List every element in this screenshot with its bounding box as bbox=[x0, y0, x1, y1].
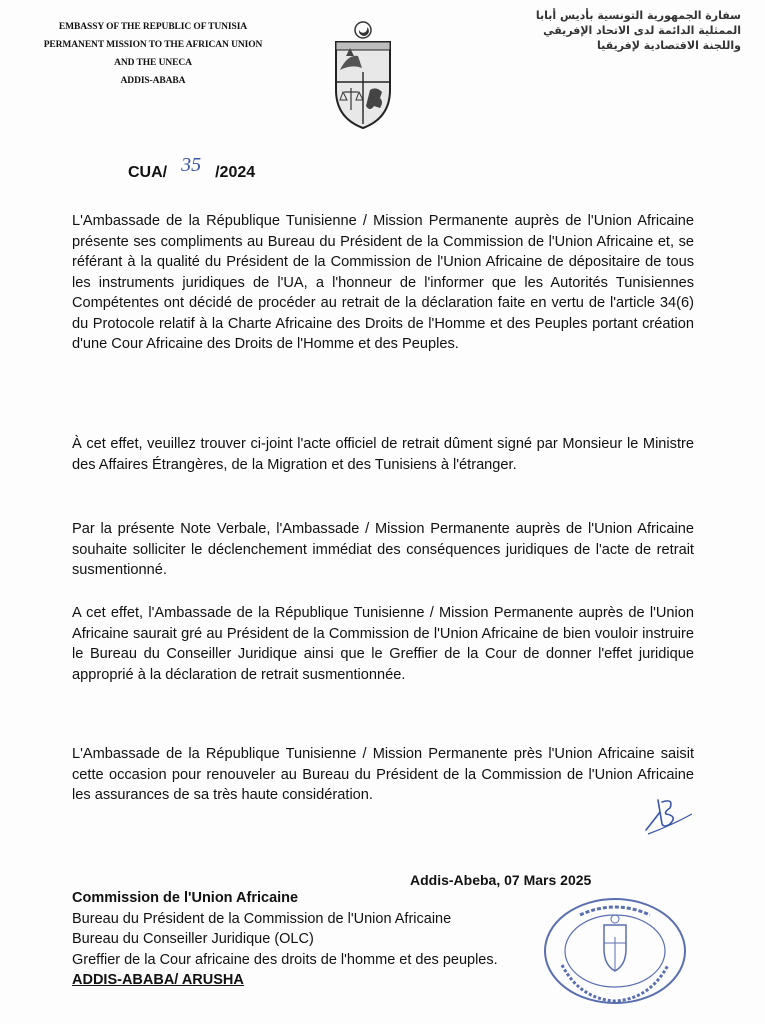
embassy-stamp bbox=[540, 895, 690, 1007]
letterhead-arabic bbox=[511, 8, 741, 53]
letterhead-line: PERMANENT MISSION TO THE AFRICAN UNION bbox=[43, 40, 263, 50]
letterhead-line: واللجنة الاقتصادية لإفريقيا bbox=[597, 39, 741, 52]
letterhead-line: EMBASSY OF THE REPUBLIC OF TUNISIA bbox=[58, 22, 248, 32]
addressee-block bbox=[72, 888, 592, 991]
body-paragraph-4: A cet effet, l'Ambassade de la République Tunisienne / Mission Permanente auprès de l'Union Africaine saurait gré au Président de la Commission de l'Union Africaine de bien vouloir instruire le Bureau du Conseiller Juridique ainsi que le Greffier de la Cour de donner l'effet juridique approprié à la déclaration de retrait susmentionnée. bbox=[72, 605, 694, 683]
letterhead-english bbox=[22, 18, 284, 90]
letterhead-line: الممثلية الدائمة لدى الاتحاد الإفريقي bbox=[543, 24, 741, 37]
reference-prefix: CUA/ bbox=[128, 164, 168, 181]
reference-number bbox=[128, 154, 256, 183]
handwritten-initials-icon bbox=[640, 790, 700, 840]
body-paragraph-3: Par la présente Note Verbale, l'Ambassade / Mission Permanente auprès de l'Union Africaine souhaite solliciter le déclenchement immédiat des conséquences juridiques de l'acte de retrait susmentionné. bbox=[72, 521, 694, 578]
body-paragraph-1: L'Ambassade de la République Tunisienne / Mission Permanente auprès de l'Union Africaine présente ses compliments au Bureau du Président de la Commission de l'Union Africaine et, se référant à la qualité du Président de la Commission de l'Union Africaine de dépositaire de tous les instruments juridiques de l'UA, a l'honneur de l'informer que les Autorités Tunisiennes Compétentes ont décidé de procéder au retrait de la déclaration faite en vertu de l'article 34(6) du Protocole relatif à la Charte Africaine des Droits de l'Homme et des Peuples portant création d'une Cour Africaine des Droits de l'Homme et des Peuples. bbox=[72, 213, 694, 352]
body-paragraph-5: L'Ambassade de la République Tunisienne / Mission Permanente près l'Union Africaine saisit cette occasion pour renouveler au Bureau du Président de la Commission de l'Union Africaine les assurances de sa très haute considération. bbox=[72, 746, 694, 803]
letterhead-line: AND THE UNECA bbox=[114, 58, 192, 68]
tunisia-coat-of-arms-icon bbox=[328, 20, 398, 130]
addressee-city: ADDIS-ABABA/ ARUSHA bbox=[72, 972, 244, 988]
letterhead-line: سفارة الجمهورية التونسية بأديس أبابا bbox=[535, 9, 741, 22]
addressee-line: Greffier de la Cour africaine des droits de l'homme et des peuples. bbox=[72, 951, 498, 968]
reference-handwritten-number: 35 bbox=[181, 154, 202, 176]
addressee-line: Bureau du Conseiller Juridique (OLC) bbox=[72, 931, 314, 947]
letterhead-line: ADDIS-ABABA bbox=[120, 76, 186, 86]
reference-suffix: /2024 bbox=[215, 164, 256, 181]
body-paragraph-2: À cet effet, veuillez trouver ci-joint l'acte officiel de retrait dûment signé par Monsieur le Ministre des Affaires Étrangères, de la Migration et des Tunisiens à l'étranger. bbox=[72, 436, 694, 473]
addressee-line: Bureau du Président de la Commission de l'Union Africaine bbox=[72, 910, 452, 927]
date-line: Addis-Abeba, 07 Mars 2025 bbox=[410, 872, 592, 888]
addressee-title: Commission de l'Union Africaine bbox=[72, 890, 299, 906]
